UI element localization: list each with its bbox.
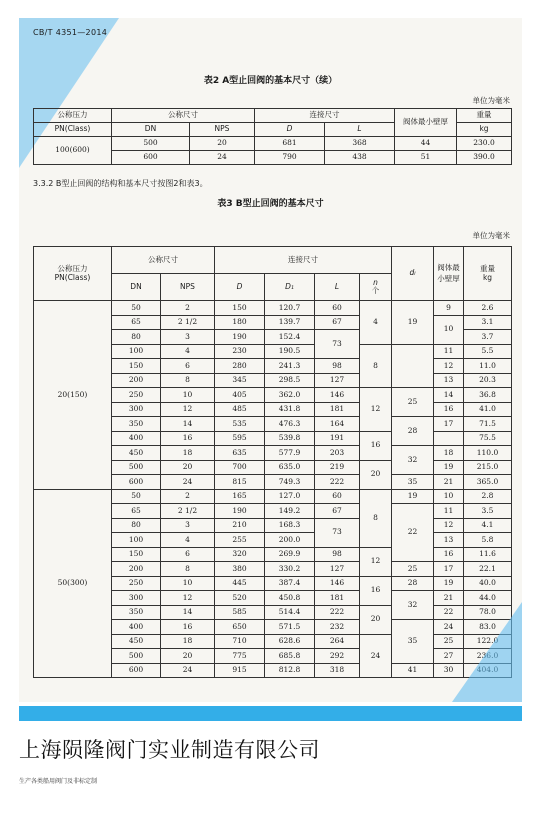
- cell: 24: [434, 620, 464, 635]
- cell: 915: [215, 663, 265, 678]
- cell: 13: [434, 373, 464, 388]
- cell: 600: [112, 663, 161, 678]
- header-dl: dₗ: [392, 247, 434, 301]
- cell: 25: [434, 634, 464, 649]
- cell: 24: [161, 663, 215, 678]
- cell: [434, 431, 464, 446]
- table-row: [34, 489, 512, 504]
- cell: 17: [434, 562, 464, 577]
- cell: 710: [215, 634, 265, 649]
- cell: 32: [392, 446, 434, 475]
- cell: 4: [360, 301, 392, 345]
- cell: 350: [112, 605, 161, 620]
- cell: 11.0: [464, 359, 512, 374]
- cell: 164: [315, 417, 360, 432]
- cell: 41: [392, 663, 434, 678]
- cell: 8: [360, 489, 392, 547]
- cell: 500: [112, 137, 190, 151]
- cell: 571.5: [265, 620, 315, 635]
- cell: 11.6: [464, 547, 512, 562]
- cell: 215.0: [464, 460, 512, 475]
- cell: 2 1/2: [161, 504, 215, 519]
- cell: 67: [315, 504, 360, 519]
- cell: 181: [315, 402, 360, 417]
- cell: 298.5: [265, 373, 315, 388]
- cell: 400: [112, 620, 161, 635]
- cell: 203: [315, 446, 360, 461]
- cell: 2: [161, 301, 215, 316]
- cell: 635.0: [265, 460, 315, 475]
- cell: 24: [161, 475, 215, 490]
- cell: 75.5: [464, 431, 512, 446]
- cell: 4: [161, 533, 215, 548]
- header-n-label: n: [373, 277, 378, 287]
- accent-bar: [19, 706, 522, 721]
- cell: 65: [112, 315, 161, 330]
- cell: 476.3: [265, 417, 315, 432]
- cell: 25: [392, 562, 434, 577]
- table3: [33, 246, 512, 678]
- cell: 368: [325, 137, 395, 151]
- cell: 390.0: [457, 151, 512, 165]
- cell: 180: [215, 315, 265, 330]
- table-row: [34, 137, 512, 151]
- cell: 21: [434, 475, 464, 490]
- cell: 5.8: [464, 533, 512, 548]
- cell: 269.9: [265, 547, 315, 562]
- cell: 35: [392, 475, 434, 490]
- cell: 152.4: [265, 330, 315, 345]
- cell: 400: [112, 431, 161, 446]
- cell: 98: [315, 547, 360, 562]
- header-n: [360, 274, 392, 301]
- cell: 19: [392, 301, 434, 345]
- cell: 3: [161, 518, 215, 533]
- cell: 230: [215, 344, 265, 359]
- cell: 122.0: [464, 634, 512, 649]
- cell: 51: [395, 151, 457, 165]
- cell: 13: [434, 533, 464, 548]
- cell: 318: [315, 663, 360, 678]
- cell: 60: [315, 489, 360, 504]
- cell: 50: [112, 489, 161, 504]
- cell: 20: [360, 460, 392, 489]
- clause-text: 3.3.2 B型止回阀的结构和基本尺寸按图2和表3。: [33, 179, 208, 188]
- cell: 150: [215, 301, 265, 316]
- cell: 8: [161, 373, 215, 388]
- corner-decoration: [452, 602, 522, 702]
- cell: 65: [112, 504, 161, 519]
- cell: 2.6: [464, 301, 512, 316]
- cell: 14: [161, 605, 215, 620]
- cell: 650: [215, 620, 265, 635]
- cell: 2 1/2: [161, 315, 215, 330]
- pn-group: 20(150): [34, 301, 112, 490]
- cell: 168.3: [265, 518, 315, 533]
- cell: 19: [434, 576, 464, 591]
- cell: 362.0: [265, 388, 315, 403]
- table2-unit: 单位为毫米: [472, 96, 510, 105]
- cell: 50: [112, 301, 161, 316]
- cell: 241.3: [265, 359, 315, 374]
- cell: 10: [161, 388, 215, 403]
- cell: 445: [215, 576, 265, 591]
- cell: 350: [112, 417, 161, 432]
- cell: 10: [161, 576, 215, 591]
- header-pn: 公称压力: [34, 109, 112, 123]
- cell: 2.8: [464, 489, 512, 504]
- cell: 539.8: [265, 431, 315, 446]
- cell: 200: [112, 373, 161, 388]
- cell: 32: [392, 591, 434, 620]
- cell: 330.2: [265, 562, 315, 577]
- cell: 3: [161, 330, 215, 345]
- pn-group: 50(300): [34, 489, 112, 678]
- cell: 24: [360, 634, 392, 678]
- cell: 628.6: [265, 634, 315, 649]
- cell: 18: [161, 446, 215, 461]
- cell: 60: [315, 301, 360, 316]
- cell: 500: [112, 460, 161, 475]
- cell: 250: [112, 388, 161, 403]
- cell: 264: [315, 634, 360, 649]
- header-d1: D₁: [265, 274, 315, 301]
- cell: 431.8: [265, 402, 315, 417]
- cell: 6: [161, 359, 215, 374]
- cell: 35: [392, 620, 434, 664]
- cell: 22.1: [464, 562, 512, 577]
- cell: 20: [190, 137, 255, 151]
- header-nps: NPS: [190, 123, 255, 137]
- cell: 9: [434, 301, 464, 316]
- cell: 20: [161, 460, 215, 475]
- cell: 190.5: [265, 344, 315, 359]
- cell: 812.8: [265, 663, 315, 678]
- cell: 20.3: [464, 373, 512, 388]
- cell: 10: [434, 489, 464, 504]
- cell: 19: [392, 489, 434, 504]
- cell: 127: [315, 373, 360, 388]
- cell: 300: [112, 591, 161, 606]
- cell: 150: [112, 359, 161, 374]
- cell: 365.0: [464, 475, 512, 490]
- cell: 255: [215, 533, 265, 548]
- cell: 200.0: [265, 533, 315, 548]
- cell: 139.7: [265, 315, 315, 330]
- cell: 44.0: [464, 591, 512, 606]
- cell: 27: [434, 649, 464, 664]
- cell: 127.0: [265, 489, 315, 504]
- cell: 404.0: [464, 663, 512, 678]
- cell: 387.4: [265, 576, 315, 591]
- cell: 40.0: [464, 576, 512, 591]
- cell: 292: [315, 649, 360, 664]
- cell: 11: [434, 504, 464, 519]
- cell: 775: [215, 649, 265, 664]
- cell: 146: [315, 576, 360, 591]
- cell: 12: [161, 402, 215, 417]
- header-dn: DN: [112, 123, 190, 137]
- cell: 210: [215, 518, 265, 533]
- header-kg: kg: [457, 123, 512, 137]
- cell: 30: [434, 663, 464, 678]
- cell: 3.1: [464, 315, 512, 330]
- cell: 450.8: [265, 591, 315, 606]
- table3-unit: 单位为毫米: [472, 231, 510, 240]
- cell: 3.5: [464, 504, 512, 519]
- cell: 120.7: [265, 301, 315, 316]
- cell: 22: [392, 504, 434, 562]
- cell: 380: [215, 562, 265, 577]
- cell: 181: [315, 591, 360, 606]
- cell: 635: [215, 446, 265, 461]
- cell: 12: [161, 591, 215, 606]
- header-d: D: [215, 274, 265, 301]
- company-name: 上海陨隆阀门实业制造有限公司: [19, 738, 320, 762]
- company-slogan: 生产各类船用阀门及非标定制: [19, 778, 98, 785]
- cell: 3.7: [464, 330, 512, 345]
- cell: 190: [215, 504, 265, 519]
- header-pn: [34, 247, 112, 301]
- cell: 700: [215, 460, 265, 475]
- cell: 535: [215, 417, 265, 432]
- cell: 485: [215, 402, 265, 417]
- cell: 110.0: [464, 446, 512, 461]
- cell: 300: [112, 402, 161, 417]
- cell: 28: [392, 417, 434, 446]
- cell: 73: [315, 330, 360, 359]
- header-wall: 阀体最小壁厚: [395, 109, 457, 137]
- standard-code: CB/T 4351—2014: [33, 28, 108, 37]
- cell: 345: [215, 373, 265, 388]
- cell: 146: [315, 388, 360, 403]
- cell: 73: [315, 518, 360, 547]
- cell: 815: [215, 475, 265, 490]
- cell: 222: [315, 475, 360, 490]
- cell: 320: [215, 547, 265, 562]
- cell: 16: [161, 431, 215, 446]
- cell: 5.5: [464, 344, 512, 359]
- cell: 11: [434, 344, 464, 359]
- cell: 21: [434, 591, 464, 606]
- cell: 250: [112, 576, 161, 591]
- header-wall: 阀体最小壁厚: [434, 247, 464, 301]
- header-dn: DN: [112, 274, 161, 301]
- cell: 98: [315, 359, 360, 374]
- header-nominal: 公称尺寸: [112, 247, 215, 274]
- table-row: [34, 301, 512, 316]
- header-n-unit: 个: [371, 286, 380, 295]
- cell: 18: [161, 634, 215, 649]
- cell: 681: [255, 137, 325, 151]
- cell: 20: [360, 605, 392, 634]
- cell: 12: [360, 388, 392, 432]
- cell: 14: [161, 417, 215, 432]
- cell: 25: [392, 388, 434, 417]
- header-l: L: [325, 123, 395, 137]
- cell: 2: [161, 489, 215, 504]
- cell: 749.3: [265, 475, 315, 490]
- cell: 405: [215, 388, 265, 403]
- cell: 16: [434, 547, 464, 562]
- cell: 16: [434, 402, 464, 417]
- cell: 8: [360, 344, 392, 388]
- cell: 12: [360, 547, 392, 576]
- header-d: D: [255, 123, 325, 137]
- table2: [33, 108, 512, 165]
- cell: 100: [112, 533, 161, 548]
- cell: 14: [434, 388, 464, 403]
- header-conn: 连接尺寸: [255, 109, 395, 123]
- cell: 16: [360, 431, 392, 460]
- cell: 222: [315, 605, 360, 620]
- cell: 685.8: [265, 649, 315, 664]
- cell: 67: [315, 315, 360, 330]
- cell: 12: [434, 359, 464, 374]
- cell: 17: [434, 417, 464, 432]
- cell: 16: [360, 576, 392, 605]
- cell: 24: [190, 151, 255, 165]
- cell: 44: [395, 137, 457, 151]
- cell: 83.0: [464, 620, 512, 635]
- cell: 4: [161, 344, 215, 359]
- cell: 190: [215, 330, 265, 345]
- cell: 600: [112, 151, 190, 165]
- cell: 150: [112, 547, 161, 562]
- cell: 450: [112, 446, 161, 461]
- header-conn: 连接尺寸: [215, 247, 392, 274]
- cell: 585: [215, 605, 265, 620]
- header-weight: 重量: [457, 109, 512, 123]
- cell: 219: [315, 460, 360, 475]
- cell: 232: [315, 620, 360, 635]
- cell: 191: [315, 431, 360, 446]
- cell: 71.5: [464, 417, 512, 432]
- cell: 41.0: [464, 402, 512, 417]
- cell: [392, 344, 434, 388]
- cell: 127: [315, 562, 360, 577]
- header-weight: [464, 247, 512, 301]
- cell: 10: [434, 315, 464, 344]
- cell: 520: [215, 591, 265, 606]
- table2-caption: 表2 A型止回阀的基本尺寸（续）: [203, 76, 338, 86]
- header-pn-class: PN(Class): [54, 272, 91, 282]
- table3-caption: 表3 B型止回阀的基本尺寸: [217, 199, 324, 209]
- cell: 438: [325, 151, 395, 165]
- header-pn-label: 公称压力: [57, 264, 88, 274]
- cell: 16: [161, 620, 215, 635]
- cell: 20: [161, 649, 215, 664]
- cell: 236.0: [464, 649, 512, 664]
- cell: 4.1: [464, 518, 512, 533]
- header-l: L: [315, 274, 360, 301]
- cell: 78.0: [464, 605, 512, 620]
- cell: 80: [112, 518, 161, 533]
- cell: 12: [434, 518, 464, 533]
- cell: 28: [392, 576, 434, 591]
- header-pn-class: PN(Class): [34, 123, 112, 137]
- cell: 577.9: [265, 446, 315, 461]
- cell: 36.8: [464, 388, 512, 403]
- cell: 18: [434, 446, 464, 461]
- cell: 149.2: [265, 504, 315, 519]
- header-nps: NPS: [161, 274, 215, 301]
- cell: 6: [161, 547, 215, 562]
- header-nominal: 公称尺寸: [112, 109, 255, 123]
- cell: 514.4: [265, 605, 315, 620]
- cell: 200: [112, 562, 161, 577]
- cell: 790: [255, 151, 325, 165]
- cell: 22: [434, 605, 464, 620]
- cell: 600: [112, 475, 161, 490]
- header-weight-label: 重量: [480, 264, 495, 274]
- cell: 8: [161, 562, 215, 577]
- cell: 19: [434, 460, 464, 475]
- cell: 450: [112, 634, 161, 649]
- cell: 595: [215, 431, 265, 446]
- cell: 230.0: [457, 137, 512, 151]
- cell: 280: [215, 359, 265, 374]
- cell: 80: [112, 330, 161, 345]
- header-kg: kg: [482, 272, 493, 282]
- cell: 500: [112, 649, 161, 664]
- document-page: [19, 18, 522, 702]
- pn-group: 100(600): [34, 137, 112, 165]
- cell: 165: [215, 489, 265, 504]
- cell: 100: [112, 344, 161, 359]
